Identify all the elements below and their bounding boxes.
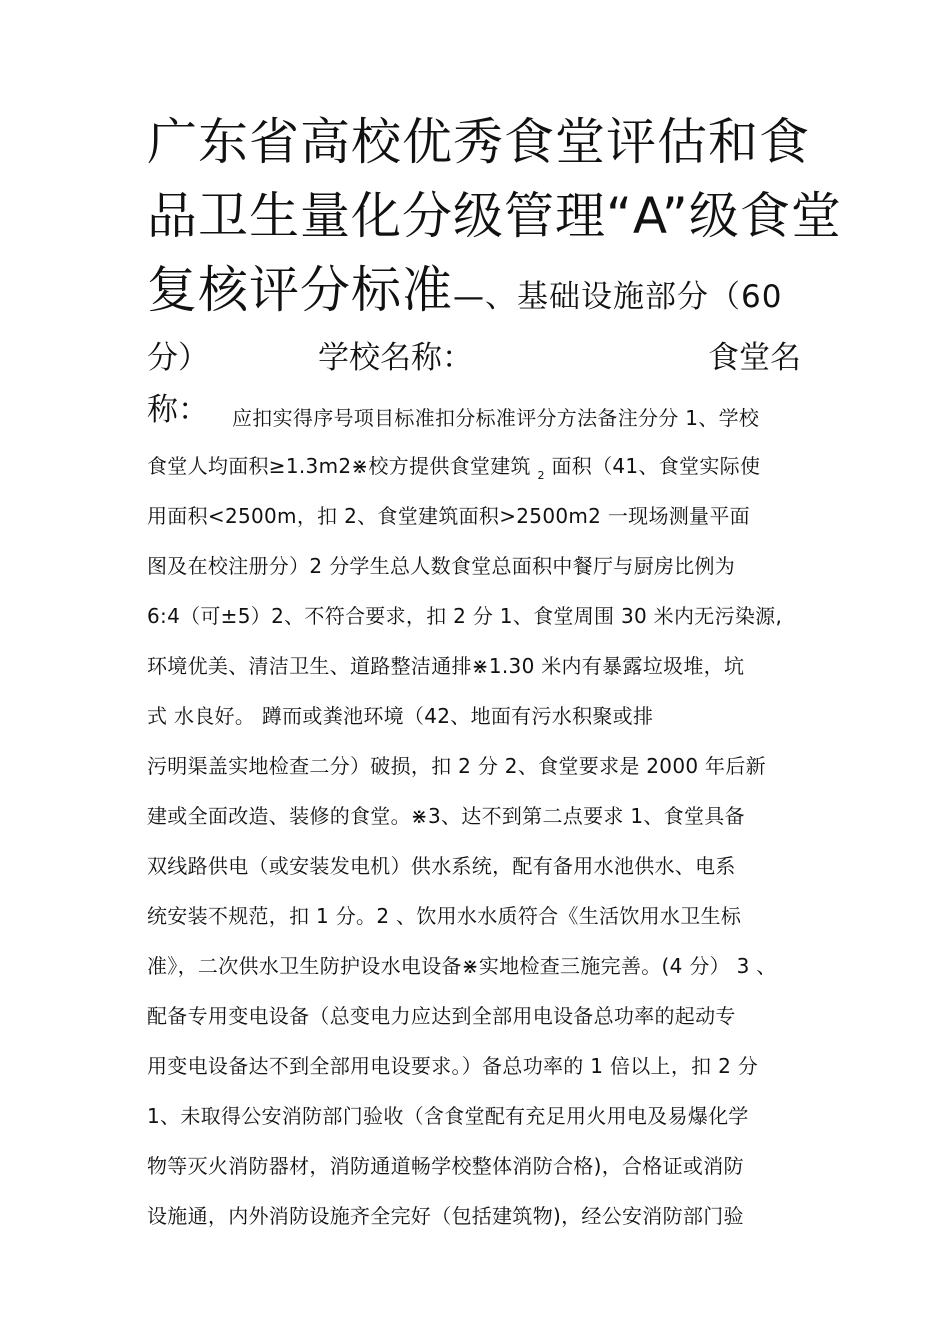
- body-line: 物等灭火消防器材，消防通道畅学校整体消防合格)，合格证或消防: [147, 1154, 744, 1178]
- canteen-name-label: 食堂名: [708, 340, 801, 376]
- body-line: 环境优美、清洁卫生、道路整洁通排⋇1.30 米内有暴露垃圾堆，坑: [147, 654, 745, 678]
- body-line: 污明渠盖实地检查二分）破损，扣 2 分 2、食堂要求是 2000 年后新: [147, 754, 766, 778]
- canteen-name-label-cont: 称：: [147, 392, 209, 428]
- body-line: 建或全面改造、装修的食堂。⋇3、达不到第二点要求 1、食堂具备: [147, 804, 745, 828]
- body-line: 设施通，内外消防设施齐全完好（包括建筑物)，经公安消防部门验: [147, 1204, 744, 1228]
- body-line: 1、未取得公安消防部门验收（含食堂配有充足用火用电及易爆化学: [147, 1104, 749, 1128]
- title-line-1: 广东省高校优秀食堂评估和食: [147, 113, 810, 171]
- school-name-label: 学校名称：: [318, 340, 473, 376]
- body-line: 双线路供电（或安装发电机）供水系统，配有备用水池供水、电系: [147, 854, 736, 878]
- body-line: 用面积<2500m，扣 2、食堂建筑面积>2500m2 一现场测量平面: [147, 504, 750, 528]
- body-line: 统安装不规范，扣 1 分。2 、饮用水水质符合《生活饮用水卫生标: [147, 904, 742, 928]
- body-line-2: [147, 450, 760, 482]
- body-line: 配备专用变电设备（总变电力应达到全部用电设备总功率的起动专: [147, 1004, 736, 1028]
- title-line-2: 品卫生量化分级管理“A”级食堂: [147, 187, 842, 245]
- body-line-1: 应扣实得序号项目标准扣分标准评分方法备注分分 1、学校: [232, 406, 760, 430]
- score-close: 分）: [147, 340, 209, 376]
- body-line: 准》，二次供水卫生防护设水电设备⋇实地检查三施完善。(4 分） 3 、: [147, 954, 777, 978]
- body-line: 6:4（可±5）2、不符合要求，扣 2 分 1、食堂周围 30 米内无污染源,: [147, 604, 783, 628]
- body-line: 式 水良好。 蹲而或粪池环境（42、地面有污水积聚或排: [147, 704, 654, 728]
- body-line-2a: 食堂人均面积≥1.3m2⋇校方提供食堂建筑: [147, 454, 531, 478]
- title-line-3: [147, 250, 782, 322]
- title-line-3-text: 复核评分标准: [147, 261, 453, 319]
- section-heading: —、基础设施部分（60: [453, 279, 783, 315]
- subscript: 2: [537, 469, 545, 482]
- body-line: 用变电设备达不到全部用电设要求。）备总功率的 1 倍以上，扣 2 分: [147, 1054, 759, 1078]
- body-line: 图及在校注册分）2 分学生总人数食堂总面积中餐厅与厨房比例为: [147, 554, 736, 578]
- body-line-2b: 面积（41、食堂实际使: [551, 454, 761, 478]
